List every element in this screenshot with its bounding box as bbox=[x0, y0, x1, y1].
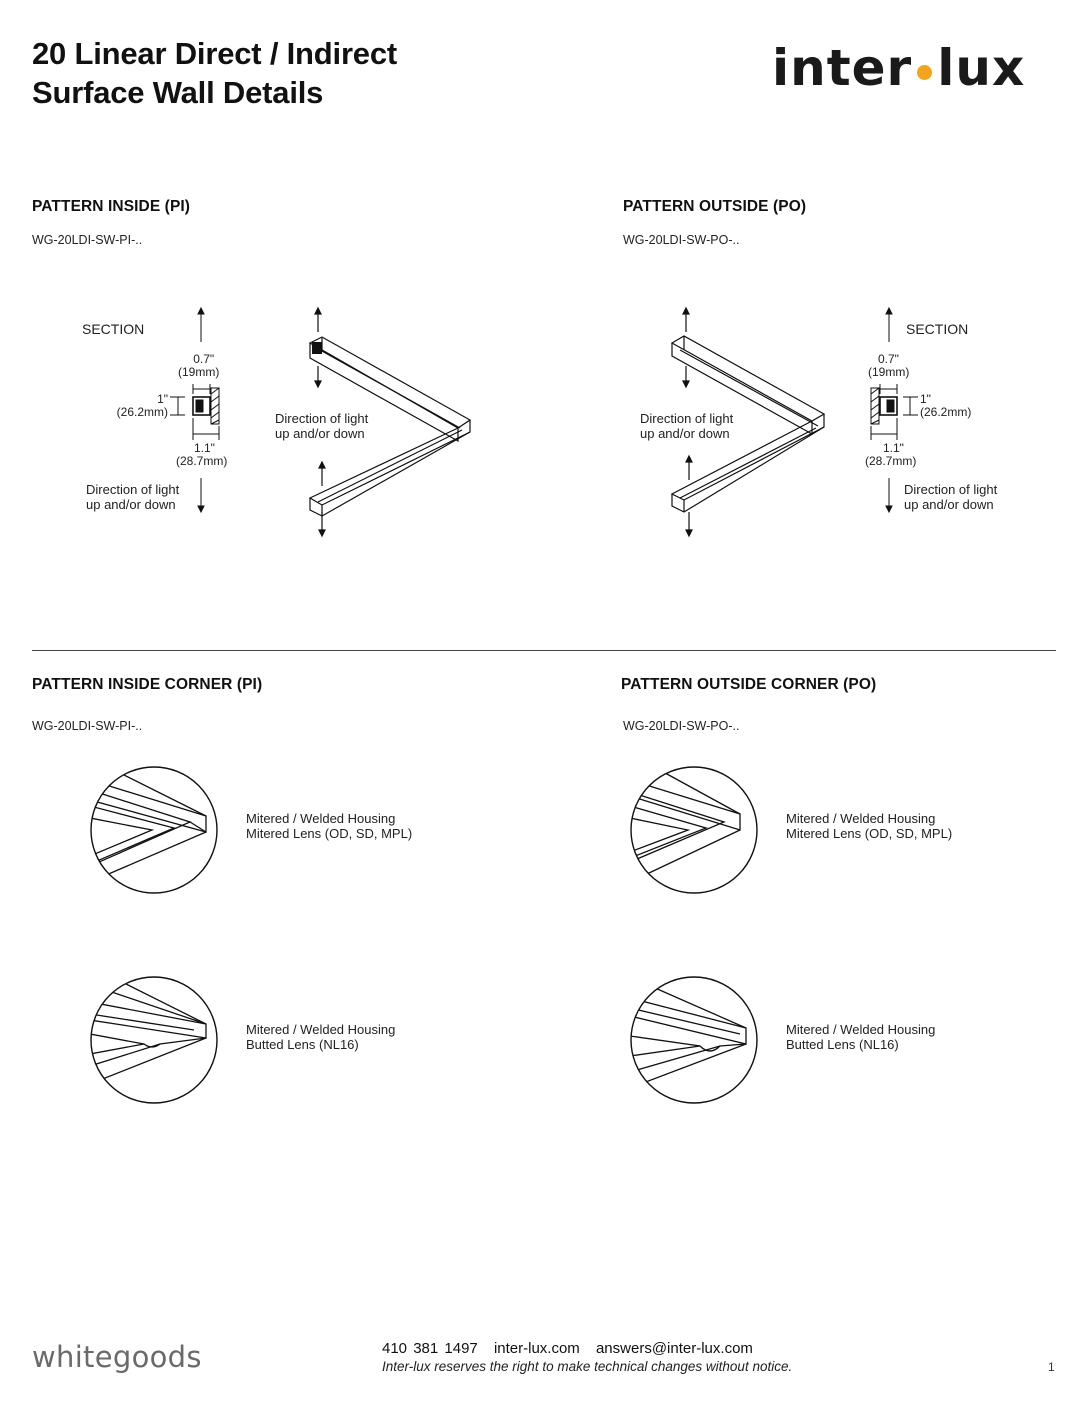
po-light-direction-label: Direction of light up and/or down bbox=[904, 482, 998, 512]
email-link[interactable]: answers@inter-lux.com bbox=[595, 1340, 753, 1357]
po-dim-width: 0.7" (19mm) bbox=[868, 352, 910, 379]
whitegoods-logo: whitegoods bbox=[32, 1340, 202, 1374]
contact-line bbox=[382, 1340, 763, 1357]
po-dim-height: 1" (26.2mm) bbox=[920, 392, 972, 419]
section-divider bbox=[32, 650, 1056, 651]
pi-dim-width: 0.7" (19mm) bbox=[178, 352, 220, 379]
corner-outside-code: WG-20LDI-SW-PO-.. bbox=[623, 719, 740, 733]
pattern-inside-heading: PATTERN INSIDE (PI) bbox=[32, 198, 191, 215]
title-line-2: Surface Wall Details bbox=[32, 75, 324, 110]
pi-section-label: SECTION bbox=[82, 321, 145, 337]
po-iso-light-direction-label: Direction of light up and/or down bbox=[640, 411, 734, 441]
pi-butted-lens-detail bbox=[90, 976, 220, 1106]
logo-text-left: inter bbox=[772, 39, 913, 97]
po-butted-lens-detail bbox=[630, 976, 760, 1106]
pi-iso-light-direction-label: Direction of light up and/or down bbox=[275, 411, 369, 441]
page-number: 1 bbox=[1048, 1360, 1055, 1374]
pattern-outside-code: WG-20LDI-SW-PO-.. bbox=[623, 233, 740, 247]
pi-detail1-label: Mitered / Welded Housing Mitered Lens (OD, SD, MPL) bbox=[246, 811, 413, 841]
pi-dim-depth: 1.1" (28.7mm) bbox=[176, 441, 228, 468]
website-link[interactable]: inter-lux.com bbox=[493, 1340, 580, 1357]
pi-light-direction-label: Direction of light up and/or down bbox=[86, 482, 180, 512]
pi-detail2-label: Mitered / Welded Housing Butted Lens (NL16) bbox=[246, 1022, 396, 1052]
logo-text-right: lux bbox=[937, 39, 1026, 97]
corner-inside-heading: PATTERN INSIDE CORNER (PI) bbox=[32, 676, 263, 693]
phone-number: 410 381 1497 bbox=[382, 1340, 478, 1357]
po-detail1-label: Mitered / Welded Housing Mitered Lens (OD, SD, MPL) bbox=[786, 811, 953, 841]
po-detail2-label: Mitered / Welded Housing Butted Lens (NL16) bbox=[786, 1022, 936, 1052]
po-dim-depth: 1.1" (28.7mm) bbox=[865, 441, 917, 468]
disclaimer-text: Inter-lux reserves the right to make technical changes without notice. bbox=[382, 1359, 793, 1374]
corner-outside-heading: PATTERN OUTSIDE CORNER (PO) bbox=[621, 676, 877, 693]
pi-mitered-lens-detail bbox=[90, 766, 220, 896]
title-line-1: 20 Linear Direct / Indirect bbox=[32, 36, 398, 71]
po-section-label: SECTION bbox=[906, 321, 969, 337]
po-mitered-lens-detail bbox=[630, 766, 760, 896]
pi-dim-height: 1" (26.2mm) bbox=[116, 392, 168, 419]
corner-inside-code: WG-20LDI-SW-PI-.. bbox=[32, 719, 143, 733]
pattern-outside-heading: PATTERN OUTSIDE (PO) bbox=[623, 198, 807, 215]
pattern-inside-code: WG-20LDI-SW-PI-.. bbox=[32, 233, 143, 247]
